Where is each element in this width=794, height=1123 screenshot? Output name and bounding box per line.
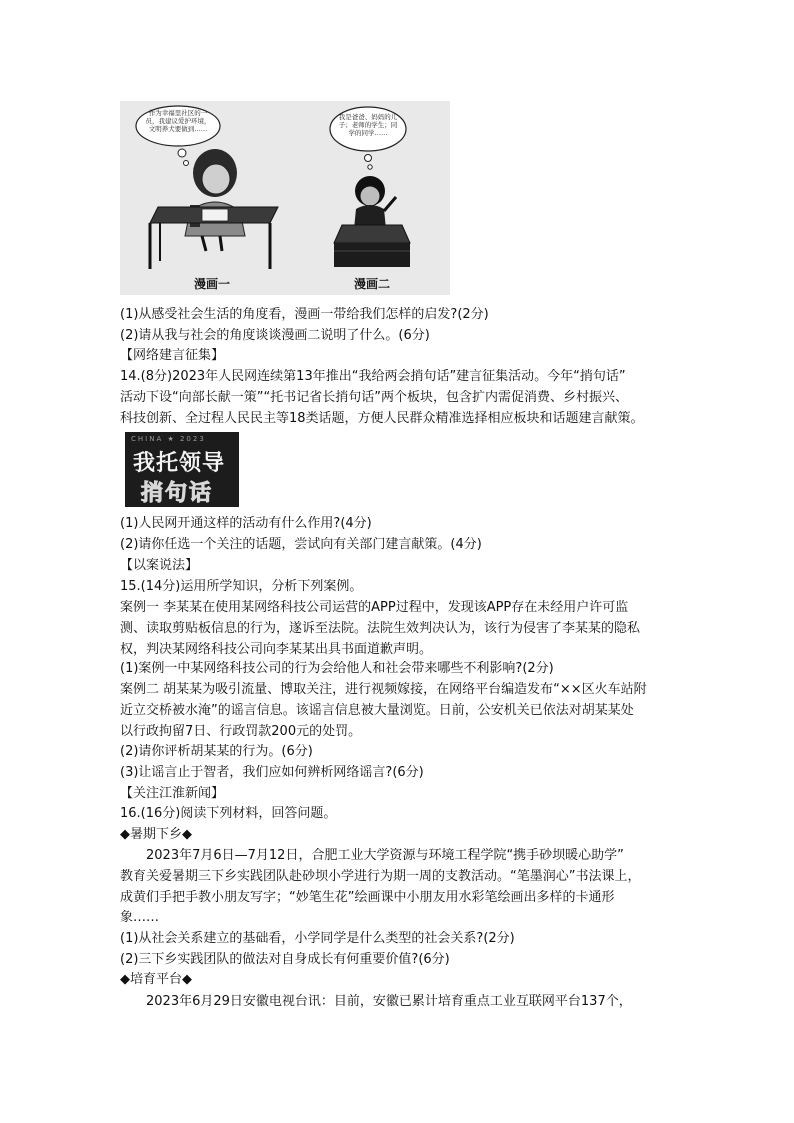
- text-line: 2023年7月6日—7月12日，合肥工业大学资源与环境工程学院“携手砂坝暖心助学”: [146, 848, 624, 863]
- subsection-heading: ◆暑期下乡◆: [120, 827, 192, 842]
- text-line: (2)请你任选一个关注的话题，尝试向有关部门建言献策。(4分): [120, 537, 482, 552]
- text-line: 活动下设“向部长献一策”“托书记省长捎句话”两个板块，包含扩内需促消费、乡村振兴、: [120, 390, 628, 405]
- text-line: 案例二 胡某某为吸引流量、博取关注，进行视频嫁接，在网络平台编造发布“××区火车站附: [120, 682, 647, 697]
- text-line: 案例一 李某某在使用某网络科技公司运营的APP过程中，发现该APP存在未经用户许可监: [120, 600, 629, 615]
- text-line: (1)从社会关系建立的基础看，小学同学是什么类型的社会关系?(2分): [120, 931, 515, 946]
- text-line: 教育关爱暑期三下乡实践团队赴砂坝小学进行为期一周的支教活动。“笔墨润心”书法课上，: [120, 869, 641, 884]
- comic-label-2: 漫画二: [354, 277, 391, 291]
- section-heading: 【关注江淮新闻】: [120, 786, 225, 801]
- text-line: (2)请你评析胡某某的行为。(6分): [120, 744, 313, 759]
- banner-sub-text: 捎句话: [141, 481, 214, 506]
- text-line: 2023年6月29日安徽电视台讯：目前，安徽已累计培育重点工业互联网平台137个，: [146, 994, 632, 1009]
- text-line: 15.(14分)运用所学知识，分析下列案例。: [120, 579, 363, 594]
- banner-main-text: 我托领导: [133, 451, 226, 476]
- text-line: 科技创新、全过程人民民主等18类话题，方便人民群众精准选择相应板块和话题建言献策。: [120, 411, 644, 426]
- comic-bubble-2: 我是爸爸、妈妈的儿子；老师的学生；同学的同学……: [338, 113, 398, 137]
- text-line: 测、读取剪贴板信息的行为，遂诉至法院。法院生效判决认为，该行为侵害了李某某的隐私: [120, 621, 641, 636]
- text-line: 权，判决某网络科技公司向李某某出具书面道歉声明。: [120, 642, 433, 657]
- text-line: (1)案例一中某网络科技公司的行为会给他人和社会带来哪些不利影响?(2分): [120, 661, 554, 676]
- comic-label-1: 漫画一: [194, 277, 231, 291]
- text-line: (2)请从我与社会的角度谈谈漫画二说明了什么。(6分): [120, 328, 430, 343]
- text-line: (1)从感受社会生活的角度看，漫画一带给我们怎样的启发?(2分): [120, 307, 489, 322]
- text-line: 14.(8分)2023年人民网连续第13年推出“我给两会捎句话”建言征集活动。今年“捎句话”: [120, 369, 626, 384]
- text-line: 近立交桥被水淹”的谣言信息。该谣言信息被大量浏览。日前，公安机关已依法对胡某某处: [120, 703, 634, 718]
- subsection-heading: ◆培育平台◆: [120, 972, 192, 987]
- text-line: (2)三下乡实践团队的做法对自身成长有何重要价值?(6分): [120, 952, 450, 967]
- text-line: 成黄们手把手教小朋友写字；“妙笔生花”绘画课中小朋友用水彩笔绘画出多样的卡通形: [120, 890, 615, 905]
- text-line: (3)让谣言止于智者，我们应如何辨析网络谣言?(6分): [120, 765, 424, 780]
- text-line: 象……: [120, 910, 160, 925]
- comic-image: [120, 101, 450, 295]
- campaign-banner-image: [125, 432, 239, 507]
- section-heading: 【网络建言征集】: [120, 348, 225, 363]
- section-heading: 【以案说法】: [120, 558, 199, 573]
- comic-bubble-1: 作为幸福里社区的一员，我建议爱护环境，文明养犬要做到……: [145, 109, 211, 133]
- text-line: 16.(16分)阅读下列材料，回答问题。: [120, 806, 337, 821]
- text-line: 以行政拘留7日、行政罚款200元的处罚。: [120, 724, 362, 739]
- text-line: (1)人民网开通这样的活动有什么作用?(4分): [120, 516, 372, 531]
- banner-top-text: CHINA ★ 2023: [131, 435, 206, 443]
